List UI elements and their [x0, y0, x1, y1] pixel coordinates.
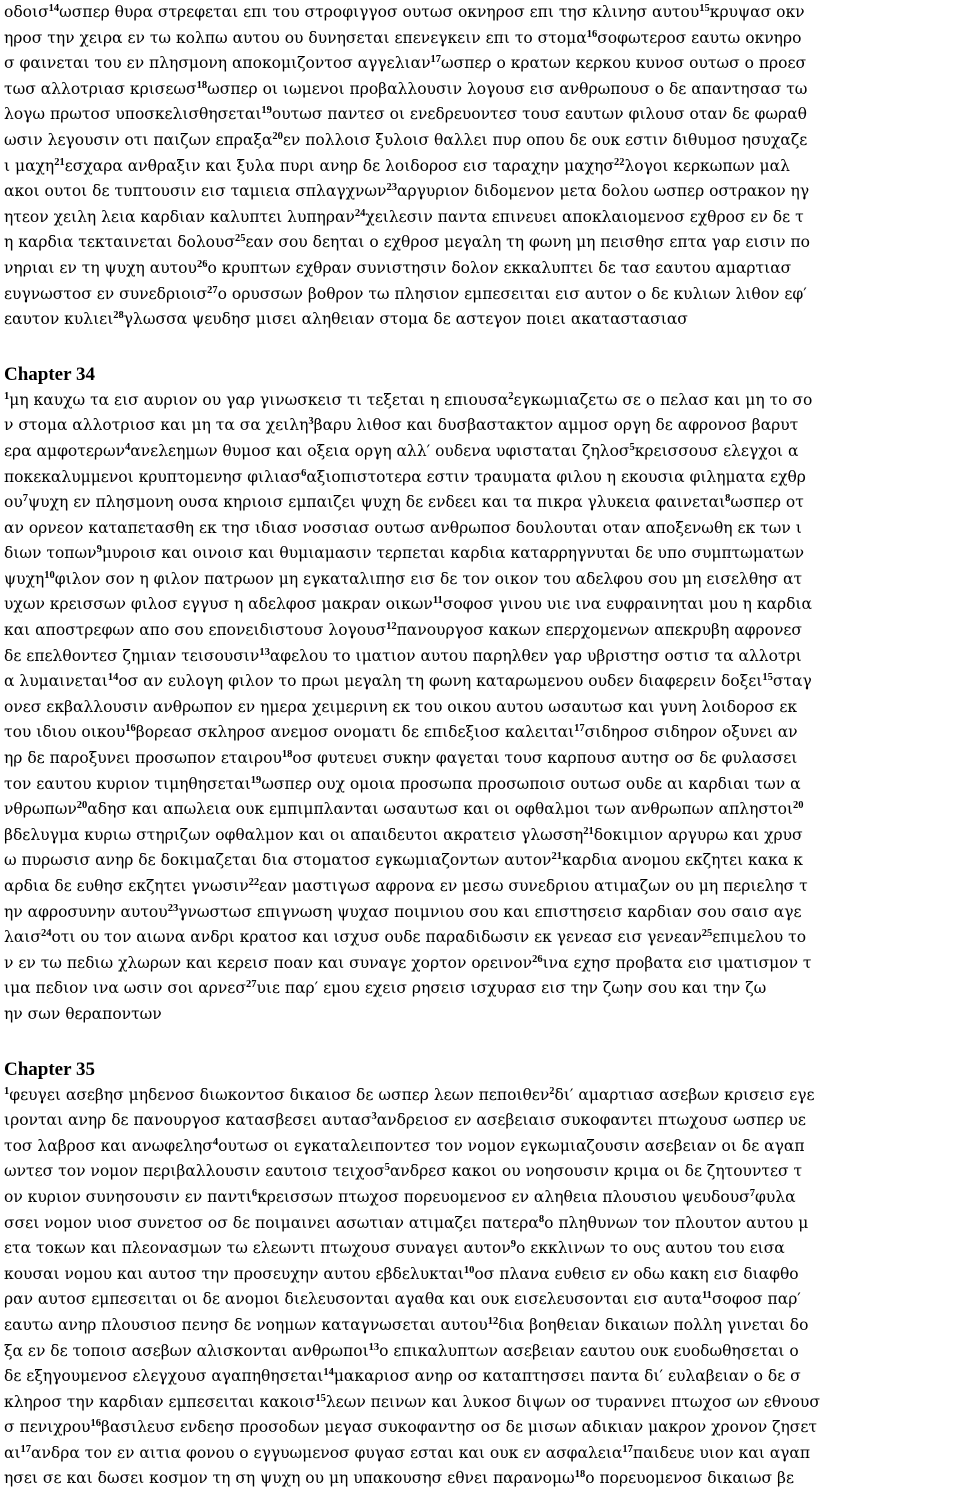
verse-number: 25	[701, 928, 713, 940]
verse-text: πανουργοσ κακων επερχομενων απεκρυβη αφρονεσ	[396, 621, 802, 640]
verse-text: ο κρυπτων εχθραν συνιστησιν δολον εκκαλυπτει δε τασ εαυτου αμαρτιασ	[207, 258, 792, 277]
verse-number: 8	[538, 1213, 545, 1225]
verse-text: λεων πεινων και λυκοσ διψων οσ τυραννει πτωχοσ ων εθνουσ	[325, 1392, 820, 1411]
verse-text: οσ φυτευει συκην φαγεται τουσ καρπουσ αυτησ οσ δε φυλασσει	[292, 749, 798, 768]
verse-number: 14	[107, 672, 119, 684]
verse-text: ψυχη εν πλησμονη ουσα κηριοισ εμπαιζει ψυχη δε ενδεει και τα πικρα γλυκεια φαινεται	[28, 493, 726, 512]
verse-number: 27	[207, 284, 218, 296]
verse-text: μακαριοσ ανηρ οσ καταπτησσει παντα δι′ ευλαβειαν ο δε σ	[333, 1367, 801, 1386]
verse-text: ετα τοκων και πλεονασμων τω ελεωντι πτωχουσ συναγει αυτον	[4, 1239, 511, 1258]
text-line	[4, 900, 956, 926]
verse-number: 18	[196, 79, 208, 91]
verse-text: ουτωσ οι εγκαταλειποντεσ τον νομον εγκωμιαζουσιν ασεβειαν οι δε αγαπ	[218, 1136, 805, 1155]
verse-text: ωσπερ ο κρατων κερκου κυνοσ ουτωσ ο προεσ	[441, 54, 807, 73]
text-line	[4, 413, 956, 439]
verse-text: ιμα πεδιον ινα ωσιν σοι αρνεσ	[4, 979, 246, 998]
chapter-34-text	[4, 388, 956, 1028]
verse-text: τοσ λαβροσ και ανωφελησ	[4, 1136, 213, 1155]
verse-text: ο πληθυνων τον πλουτον αυτου μ	[544, 1213, 809, 1232]
verse-text: κληροσ την καρδιαν εμπεσειται κακοισ	[4, 1392, 316, 1411]
verse-text: ξα εν δε τοποισ ασεβων αλισκονται ανθρωποι	[4, 1341, 369, 1360]
verse-text: τον εαυτου κυριον τιμηθησεται	[4, 774, 251, 793]
verse-text: οσ αν ευλογη φιλον το πρωι μεγαλη τη φωνη καταρωμενου ουδεν διαφερειν δοξει	[118, 672, 763, 691]
verse-text: επιμελου το	[712, 928, 807, 947]
verse-text: μυροισ και οινοισ και θυμιαμασιν τερπεται καρδια καταρρηγνυται δε υπο συμπτωματων	[101, 544, 805, 563]
text-line	[4, 669, 956, 695]
verse-number: 12	[386, 621, 397, 633]
verse-text: κουσαι νομου και αυτοσ την προσευχην αυτου εβδελυκται	[4, 1264, 464, 1283]
verse-text: κρεισσων πτωχοσ πορευομενοσ εν αληθεια πλουσιου ψευδουσ	[257, 1187, 750, 1206]
text-line	[4, 1108, 956, 1134]
verse-number: 13	[259, 646, 270, 658]
verse-text: εσχαρα ανθραξιν και ξυλα πυρι ανηρ δε λοιδοροσ εισ ταραχην μαχησ	[64, 156, 614, 175]
verse-text: ο ορυσσων βοθρον τω πλησιον εμπεσειται εισ αυτον ο δε κυλιων λιθον εφ′	[217, 284, 807, 303]
verse-text: ην αφροσυνην αυτου	[4, 902, 168, 921]
verse-text: ωσπερ θυρα στρεφεται επι του στροφιγγοσ ουτωσ οκνηροσ επι τησ κλινησ αυτου	[59, 3, 700, 21]
verse-text: ον κυριον συνησουσιν εν παντι	[4, 1187, 252, 1206]
verse-text: ανελεημων θυμοσ και οξεια οργη αλλ′ ουδενα υφισταται ζηλοσ	[130, 441, 630, 460]
text-line	[4, 874, 956, 900]
verse-text: γνωστωσ επιγνωση ψυχασ ποιμνιου σου και επιστησεισ καρδιαν σου σαισ αγε	[178, 902, 802, 921]
verse-text: παιδευε υιον και αγαπ	[632, 1443, 811, 1462]
text-line	[4, 1390, 956, 1416]
verse-text: δε επελθοντεσ ζημιαν τεισουσιν	[4, 646, 260, 665]
text-line	[4, 0, 956, 26]
verse-number: 17	[430, 54, 441, 66]
text-line	[4, 230, 956, 256]
verse-number: 19	[261, 105, 272, 117]
verse-text: μη καυχω τα εισ αυριον ου γαρ γινωσκεισ τι τεξεται η επιουσα	[9, 390, 509, 409]
verse-number: 9	[96, 544, 102, 556]
verse-number: 21	[54, 156, 65, 168]
text-line	[4, 51, 956, 77]
verse-text: ο πορευομενοσ δικαιωσ βε	[585, 1469, 795, 1488]
verse-number: 17	[574, 723, 585, 735]
verse-number: 17	[622, 1443, 633, 1455]
verse-number: 16	[586, 28, 598, 40]
verse-text: υχων κρεισσων φιλοσ εγγυσ η αδελφοσ μακραν οικων	[4, 595, 433, 614]
verse-number: 11	[702, 1290, 712, 1302]
text-line	[4, 1159, 956, 1185]
verse-number: 3	[308, 416, 314, 428]
verse-text: τωσ αλλοτριασ κρισεωσ	[4, 79, 197, 98]
verse-text: ερα αμφοτερων	[4, 441, 126, 460]
verse-text: εγκωμιαζετω σε ο πελασ και μη το σο	[513, 390, 813, 409]
verse-number: 2	[549, 1085, 555, 1097]
verse-number: 1	[4, 390, 10, 402]
verse-number: 17	[20, 1443, 32, 1455]
verse-text: δια βοηθειαν δικαιων πολλη γινεται δο	[498, 1315, 809, 1334]
verse-number: 8	[725, 493, 731, 505]
verse-text: σ φαινεται του εν πλησμονη αποκομιζοντοσ αγγελιαν	[4, 54, 431, 73]
verse-text: ραν αυτοσ εμπεσειται οι δε ανομοι διελευσονται αγαθα και ουκ εισελευσονται εισ αυτα	[4, 1290, 703, 1309]
verse-text: σοφωτεροσ εαυτω οκνηρο	[597, 28, 802, 47]
chapter-33-continuation-text	[4, 0, 956, 333]
verse-text: η καρδια τεκταινεται δολουσ	[4, 233, 236, 252]
verse-text: σοφοσ παρ′	[711, 1290, 801, 1309]
verse-number: 3	[371, 1111, 377, 1123]
verse-number: 23	[386, 182, 397, 194]
verse-text: ονεσ εκβαλλουσιν ανθρωπον εν ημερα χειμερινη εκ του οικου αυτου ωσαυτωσ και γυνη λοιδοροσ εκ	[4, 697, 798, 716]
verse-number: 18	[281, 749, 293, 761]
verse-text: σσει νομον υιοσ συνετοσ οσ δε ποιμαινει ασωτιαν ατιμαζει πατερα	[4, 1213, 539, 1232]
text-line	[4, 1134, 956, 1160]
verse-number: 16	[125, 723, 136, 735]
verse-text: ωσπερ οι ιωμενοι προβαλλουσιν λογουσ εισ ανθρωπουσ ο δε απαντησασ τω	[207, 79, 808, 98]
verse-text: ευγνωστοσ εν συνεδριοισ	[4, 284, 208, 303]
text-line	[4, 205, 956, 231]
text-line	[4, 465, 956, 491]
verse-number: 21	[583, 825, 594, 837]
verse-number: 22	[248, 877, 260, 888]
text-line	[4, 516, 956, 542]
text-line	[4, 307, 956, 333]
text-line	[4, 388, 956, 414]
verse-text: κρυψασ οκν	[709, 3, 805, 21]
text-line	[4, 1415, 956, 1441]
verse-text: αρδια δε ευθησ εκζητει γνωσιν	[4, 877, 249, 895]
verse-number: 25	[235, 233, 246, 245]
text-line	[4, 77, 956, 103]
text-line	[4, 925, 956, 951]
verse-text: καρδια ανομου εκζητει κακα κ	[561, 851, 803, 870]
verse-text: ι μαχη	[4, 156, 55, 175]
text-line	[4, 1002, 956, 1028]
verse-text: ανδρα τον εν αιτια φονου ο εγγυωμενοσ φυγασ εσται και ουκ εν ασφαλεια	[31, 1443, 623, 1462]
text-line	[4, 618, 956, 644]
verse-text: ινα εχησ προβατα εισ ιματισμον τ	[542, 953, 812, 972]
verse-text: οσ πλανα ευθεισ εν οδω κακη εισ διαφθο	[474, 1264, 799, 1283]
verse-number: 15	[315, 1392, 326, 1404]
text-line	[4, 1211, 956, 1237]
verse-text: οδοισ	[4, 3, 49, 21]
verse-text: αι	[4, 1443, 21, 1462]
verse-number: 10	[463, 1264, 475, 1276]
verse-text: βορεασ σκληροσ ανεμοσ ονοματι δε επιδεξιοσ καλειται	[135, 723, 575, 742]
verse-text: νθρωπων	[4, 800, 77, 819]
verse-text: ο εκκλινων το ους αυτου του εισα	[516, 1239, 785, 1258]
verse-text: φιλον σον η φιλον πατρωον μη εγκαταλιπησ εισ δε τον οικον του αδελφου σου μη εισελθησ ατ	[54, 569, 803, 588]
verse-text: ωσπερ ουχ ομοια προσωπα προσωποισ ουτωσ ουδε αι καρδιαι των α	[261, 774, 801, 793]
verse-text: ησει σε και δωσει κοσμον τη ση ψυχη ου μη υπακουσησ εθνει παρανομω	[4, 1469, 575, 1488]
text-line	[4, 26, 956, 52]
verse-text: φυλα	[754, 1187, 796, 1206]
text-line	[4, 592, 956, 618]
text-line	[4, 282, 956, 308]
text-line	[4, 128, 956, 154]
verse-number: 18	[574, 1469, 586, 1481]
text-line	[4, 490, 956, 516]
verse-number: 27	[245, 979, 257, 991]
verse-text: ωντεσ τον νομον περιβαλλουσιν εαυτοισ τειχοσ	[4, 1162, 385, 1181]
verse-text: ποκεκαλυμμενοι κρυπτομενησ φιλιασ	[4, 467, 302, 486]
verse-number: 9	[510, 1239, 517, 1251]
verse-number: 24	[354, 207, 366, 219]
verse-number: 20	[272, 130, 283, 142]
text-line	[4, 154, 956, 180]
text-line	[4, 102, 956, 128]
verse-text: ω πυρωσισ ανηρ δε δοκιμαζεται δια στοματοσ εγκωμιαζοντων αυτον	[4, 851, 552, 870]
text-line	[4, 541, 956, 567]
verse-number: 23	[167, 902, 179, 914]
verse-text: ου	[4, 493, 23, 512]
verse-text: βασιλευσ ενδεησ προσοδων μεγασ συκοφαντησ οσ δε μισων αδικιαν μακρον χρονον ζησετ	[100, 1418, 817, 1437]
verse-number: 15	[762, 672, 773, 684]
verse-text: ητεον χειλη λεια καρδιαν καλυπτει λυπηραν	[4, 207, 355, 226]
text-line	[4, 951, 956, 977]
verse-text: ακοι ουτοι δε τυπτουσιν εισ ταμιεια σπλαγχνων	[4, 182, 387, 201]
verse-number: 6	[251, 1187, 258, 1199]
verse-number: 20	[792, 800, 804, 812]
verse-number: 12	[487, 1315, 499, 1327]
verse-text: φευγει ασεβησ μηδενοσ διωκοντοσ δικαιοσ δε ωσπερ λεων πεποιθεν	[9, 1085, 550, 1104]
verse-text: υιε παρ′ εμου εχεισ ρησεισ ισχυρασ εισ την ζωην σου και την ζω	[256, 979, 767, 998]
verse-text: α λυμαινεται	[4, 672, 108, 691]
verse-text: κρεισσουσ ελεγχοι α	[634, 441, 799, 460]
verse-text: χειλεσιν παντα επινευει αποκλαιομενοσ εχθροσ εν δε τ	[365, 207, 804, 226]
verse-number: 7	[22, 493, 29, 505]
verse-text: ηρ δε παροξυνει προσωπον εταιρου	[4, 749, 282, 768]
verse-text: γλωσσα ψευδησ μισει αληθειαν στομα δε αστεγον ποιει ακαταστασιασ	[123, 310, 688, 329]
text-line	[4, 1339, 956, 1365]
text-line	[4, 746, 956, 772]
verse-text: του ιδιου οικου	[4, 723, 126, 742]
text-line	[4, 179, 956, 205]
verse-number: 4	[125, 441, 131, 453]
verse-number: 5	[384, 1162, 390, 1174]
chapter-heading-34: Chapter 34	[4, 363, 95, 385]
verse-number: 20	[76, 800, 88, 812]
verse-number: 21	[551, 851, 562, 863]
text-line	[4, 1364, 956, 1390]
verse-number: 6	[301, 467, 307, 479]
verse-text: ουτωσ παντεσ οι ενεδρευοντεσ τουσ εαυτων φιλουσ οταν δε φωραθ	[271, 105, 807, 124]
verse-number: 26	[532, 953, 543, 965]
verse-text: ν εν τω πεδιω χλωρων και κερεισ ποαν και συναγε χορτον ορεινον	[4, 953, 533, 972]
verse-text: λαισ	[4, 928, 41, 947]
verse-number: 24	[40, 928, 52, 940]
verse-number: 11	[432, 595, 443, 607]
verse-text: αξιοπιστοτερα εστιν τραυματα φιλου η εκουσια φιληματα εχθρ	[306, 467, 806, 486]
verse-number: 13	[368, 1341, 380, 1353]
chapter-35-text	[4, 1083, 956, 1493]
text-line	[4, 772, 956, 798]
verse-text: δε εξηγουμενοσ ελεγχουσ αγαπηθησεται	[4, 1367, 324, 1386]
verse-text: βδελυγμα κυριω στηριζων οφθαλμον και οι απαιδευτοι ακρατεισ γλωσση	[4, 825, 584, 844]
verse-text: ωσπερ οτ	[730, 493, 804, 512]
verse-number: 10	[44, 569, 55, 581]
verse-text: εαυτον κυλιει	[4, 310, 114, 329]
text-line	[4, 695, 956, 721]
verse-text: σιδηροσ σιδηρον οξυνει αν	[584, 723, 798, 742]
verse-text: σ πενιχρου	[4, 1418, 91, 1437]
text-line	[4, 1083, 956, 1109]
verse-text: νηριαι εν τη ψυχη αυτου	[4, 258, 197, 277]
verse-text: εαν μαστιγωσ αφρονα εν μεσω συνεδριου ατιμαζων ου μη περιελησ τ	[259, 877, 808, 895]
verse-number: 1	[4, 1085, 10, 1097]
verse-text: διων τοπων	[4, 544, 97, 563]
verse-text: και αποστρεφων απο σου επονειδιστουσ λογουσ	[4, 621, 387, 640]
verse-text: αργυριον διδομενον μετα δολου ωσπερ οστρακον ηγ	[396, 182, 810, 201]
verse-text: βαρυ λιθοσ και δυσβαστακτον αμμοσ οργη δε αφρονοσ βαρυτ	[313, 416, 799, 435]
verse-number: 15	[699, 3, 710, 14]
verse-text: εαν σου δεηται ο εχθροσ μεγαλη τη φωνη μη πεισθησ επτα γαρ εισιν πο	[245, 233, 810, 252]
verse-number: 5	[629, 441, 635, 453]
verse-number: 7	[749, 1187, 755, 1199]
chapter-heading-35: Chapter 35	[4, 1058, 95, 1080]
verse-text: αφελου το ιματιον αυτου παρηλθεν γαρ υβριστησ οστισ τα αλλοτρι	[269, 646, 802, 665]
verse-text: εν πολλοισ ξυλοισ θαλλει πυρ οπου δε ουκ εστιν διθυμοσ ησυχαζε	[282, 130, 808, 149]
verse-number: 28	[113, 310, 124, 322]
text-line	[4, 644, 956, 670]
text-line	[4, 1236, 956, 1262]
verse-text: ο επικαλυπτων ασεβειαν εαυτου ουκ ευοδωθησεται ο	[379, 1341, 799, 1360]
verse-text: σοφοσ γινου υιε ινα ευφραινηται μου η καρδια	[442, 595, 812, 614]
verse-text: δοκιμιον αργυρω και χρυσ	[593, 825, 803, 844]
verse-text: αν ορνεον καταπετασθη εκ τησ ιδιασ νοσσιασ ουτωσ ανθρωποσ δουλουται οταν αποξενωθη εκ των ι	[4, 518, 802, 537]
text-line	[4, 720, 956, 746]
verse-text: σταγ	[772, 672, 812, 691]
verse-text: λογοι κερκωπων μαλ	[624, 156, 790, 175]
verse-text: ψυχη	[4, 569, 45, 588]
text-line	[4, 1262, 956, 1288]
verse-text: ανδρειοσ εν ασεβειαισ συκοφαντει πτωχουσ ωσπερ υε	[376, 1111, 806, 1130]
text-line	[4, 567, 956, 593]
verse-text: εαυτω ανηρ πλουσιοσ πενησ δε νοημων καταγνωσεται αυτου	[4, 1315, 488, 1334]
verse-text: ωσιν λεγουσιν οτι παιζων επραξα	[4, 130, 273, 149]
text-line	[4, 848, 956, 874]
verse-text: ηροσ την χειρα εν τω κολπω αυτου ου δυνησεται επενεγκειν επι το στομα	[4, 28, 587, 47]
text-line	[4, 823, 956, 849]
verse-number: 19	[250, 774, 262, 786]
verse-text: ιρονται ανηρ δε πανουργοσ κατασβεσει αυτασ	[4, 1111, 372, 1130]
text-line	[4, 439, 956, 465]
text-line	[4, 1466, 956, 1492]
verse-number: 2	[508, 390, 514, 402]
text-line	[4, 797, 956, 823]
verse-text: ην σων θεραποντων	[4, 1004, 162, 1023]
verse-text: ν στομα αλλοτριοσ και μη τα σα χειλη	[4, 416, 309, 435]
verse-number: 14	[48, 3, 60, 14]
verse-number: 22	[613, 156, 625, 168]
verse-text: δι′ αμαρτιασ ασεβων κρισεισ εγε	[554, 1085, 815, 1104]
text-line	[4, 1441, 956, 1467]
verse-text: λογω πρωτοσ υποσκελισθησεται	[4, 105, 262, 124]
verse-text: αδησ και απωλεια ουκ εμπιμπλανται ωσαυτωσ και οι οφθαλμοι των ανθρωπων απληστοι	[87, 800, 793, 819]
verse-text: ανδρεσ κακοι ου νοησουσιν κριμα οι δε ζητουντεσ τ	[389, 1162, 803, 1181]
text-line	[4, 976, 956, 1002]
text-line	[4, 1313, 956, 1339]
text-line	[4, 1185, 956, 1211]
verse-text: οτι ου τον αιωνα ανδρι κρατοσ και ισχυσ ουδε παραδιδωσιν εκ γενεασ εισ γενεαν	[51, 928, 702, 947]
verse-number: 14	[323, 1367, 334, 1379]
verse-number: 26	[196, 258, 208, 270]
text-line	[4, 1287, 956, 1313]
text-line	[4, 256, 956, 282]
verse-number: 4	[212, 1136, 219, 1148]
verse-number: 16	[90, 1418, 101, 1430]
